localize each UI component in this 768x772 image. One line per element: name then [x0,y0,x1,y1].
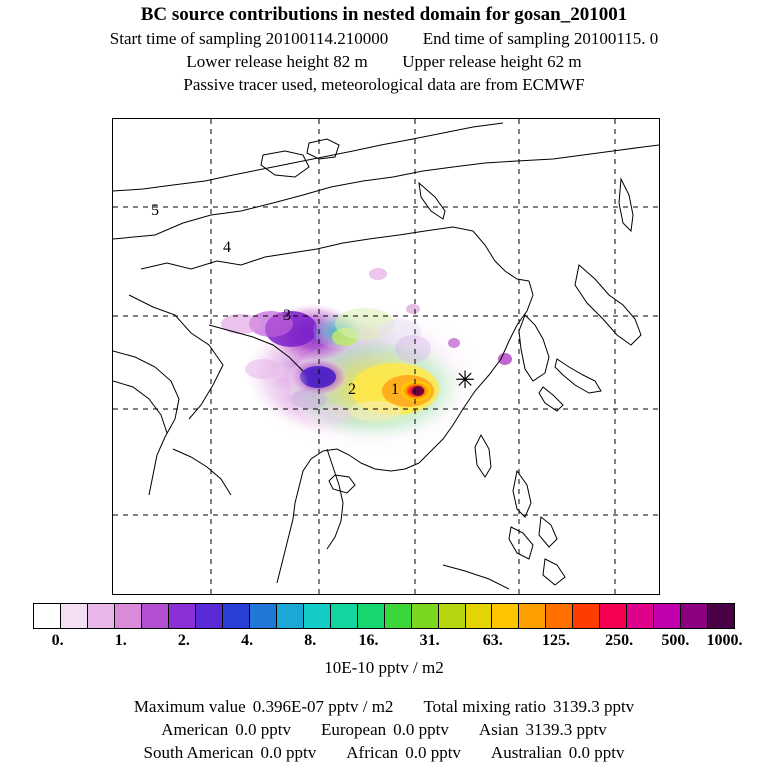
colorbar-cell [250,604,277,628]
colorbar-cell [331,604,358,628]
footer-summary [0,694,768,763]
colorbar-cell [142,604,169,628]
colorbar-tick-label: 125. [541,632,570,649]
colorbar-tick-label: 63. [482,632,503,649]
colorbar-cell [277,604,304,628]
release-height-line [0,52,768,72]
colorbar-cell [681,604,708,628]
colorbar-tick-label: 1. [114,632,127,649]
grid-label-4: 4 [223,239,231,256]
region-label-african: African [346,743,399,762]
colorbar-cell [34,604,61,628]
total-mixing-ratio-label: Total mixing ratio [423,697,546,716]
station-marker-icon: ✳ [455,368,476,394]
colorbar-cell [169,604,196,628]
colorbar-cell [627,604,654,628]
colorbar-cell [61,604,88,628]
colorbar-ticks [14,632,754,652]
grid-label-5: 5 [151,202,159,219]
region-value-australian: 0.0 pptv [568,743,625,762]
max-value: 0.396E-07 pptv / m2 [252,697,394,716]
colorbar-cell [115,604,142,628]
colorbar-tick-label: 4. [241,632,254,649]
colorbar-cell [708,604,734,628]
start-time-label: Start time of sampling 20100114.210000 [109,29,389,48]
region-label-american: American [161,720,229,739]
grid-label-3: 3 [283,307,291,324]
map-plot [112,118,660,595]
colorbar-tick-label: 1000. [706,632,743,649]
max-value-label: Maximum value [133,697,246,716]
region-label-south-american: South American [143,743,254,762]
region-label-australian: Australian [490,743,562,762]
tracer-info-line: Passive tracer used, meteorological data are from ECMWF [183,75,585,94]
colorbar [33,603,735,629]
colorbar-tick-label: 8. [304,632,317,649]
colorbar-cell [546,604,573,628]
footer-row-regions-2 [0,743,768,763]
colorbar-tick-label: 500. [661,632,690,649]
colorbar-cell [600,604,627,628]
upper-release-height-label: Upper release height 62 m [402,52,582,71]
region-value-south-american: 0.0 pptv [260,743,317,762]
colorbar-cell [223,604,250,628]
colorbar-tick-label: 16. [358,632,379,649]
colorbar-tick-label: 250. [605,632,634,649]
total-mixing-ratio-value: 3139.3 pptv [552,697,635,716]
colorbar-cell [358,604,385,628]
colorbar-cell [466,604,493,628]
footer-row-regions-1 [0,720,768,740]
colorbar-cell [88,604,115,628]
region-value-american: 0.0 pptv [235,720,291,739]
grid-label-1: 1 [391,381,399,398]
colorbar-cell [654,604,681,628]
colorbar-tick-label: 2. [177,632,190,649]
colorbar-cell [439,604,466,628]
page-title: BC source contributions in nested domain for gosan_201001 [140,4,628,25]
region-value-asian: 3139.3 pptv [525,720,607,739]
region-value-african: 0.0 pptv [405,743,461,762]
colorbar-tick-label: 31. [419,632,440,649]
map-canvas [113,119,659,594]
lower-release-height-label: Lower release height 82 m [186,52,368,71]
colorbar-cell [412,604,439,628]
colorbar-unit-label: 10E-10 pptv / m2 [324,658,444,677]
colorbar-cell [492,604,519,628]
colorbar-cell [196,604,223,628]
region-label-asian: Asian [478,720,519,739]
region-value-european: 0.0 pptv [393,720,449,739]
grid-label-2: 2 [348,381,356,398]
end-time-label: End time of sampling 20100115. 0 [422,29,659,48]
plume-layer [221,268,512,457]
region-label-european: European [320,720,387,739]
sampling-time-line [0,29,768,49]
footer-row-max [0,697,768,717]
colorbar-cell [573,604,600,628]
colorbar-tick-label: 0. [51,632,64,649]
colorbar-cell [519,604,546,628]
colorbar-cell [385,604,412,628]
colorbar-cell [304,604,331,628]
